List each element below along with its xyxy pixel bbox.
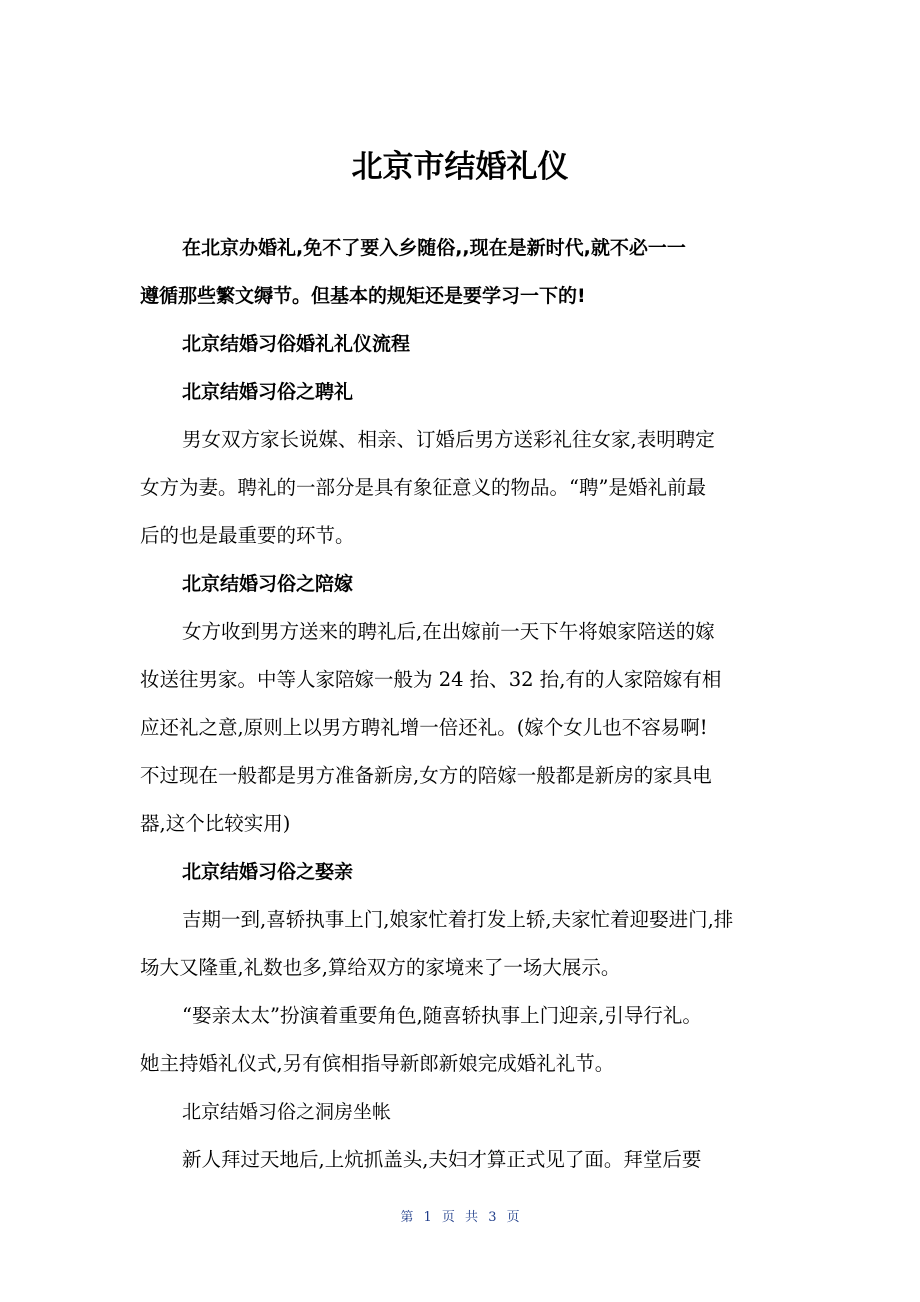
heading-bridal-chamber: 北京结婚习俗之洞房坐帐 xyxy=(182,1101,392,1123)
intro-line-1: 在北京办婚礼,免不了要入乡随俗,,现在是新时代,就不必一一 xyxy=(182,237,686,259)
page-footer: 第 1 页 共 3 页 xyxy=(400,1210,520,1225)
intro-line-2: 遵循那些繁文缛节。但基本的规矩还是要学习一下的! xyxy=(140,285,586,307)
heading-ceremony-process: 北京结婚习俗婚礼礼仪流程 xyxy=(182,333,411,355)
heading-wedding-procession: 北京结婚习俗之娶亲 xyxy=(182,861,354,883)
heading-dowry: 北京结婚习俗之陪嫁 xyxy=(182,573,354,595)
paragraph-dowry-line-3: 应还礼之意,原则上以男方聘礼增一倍还礼。(嫁个女儿也不容易啊! xyxy=(140,716,708,739)
paragraph-dowry-line-1: 女方收到男方送来的聘礼后,在出嫁前一天下午将娘家陪送的嫁 xyxy=(182,620,715,643)
document-title: 北京市结婚礼仪 xyxy=(351,149,569,185)
paragraph-dowry-line-4: 不过现在一般都是男方准备新房,女方的陪嫁一般都是新房的家具电 xyxy=(140,764,712,787)
paragraph-dowry-line-5: 器,这个比较实用) xyxy=(140,812,291,835)
heading-betrothal-gifts: 北京结婚习俗之聘礼 xyxy=(182,381,354,403)
paragraph-dowry-line-2: 妆送往男家。中等人家陪嫁一般为 24 抬、32 抬,有的人家陪嫁有相 xyxy=(140,668,722,691)
paragraph-matron-line-2: 她主持婚礼仪式,另有傧相指导新郎新娘完成婚礼礼节。 xyxy=(140,1052,615,1075)
paragraph-procession-line-1: 吉期一到,喜轿执事上门,娘家忙着打发上轿,夫家忙着迎娶进门,排 xyxy=(182,908,734,931)
paragraph-betrothal-line-1: 男女双方家长说媒、相亲、订婚后男方送彩礼往女家,表明聘定 xyxy=(182,428,715,451)
document-body xyxy=(140,224,790,1184)
paragraph-betrothal-line-2: 女方为妻。聘礼的一部分是具有象征意义的物品。“聘”是婚礼前最 xyxy=(140,476,706,499)
paragraph-procession-line-2: 场大又隆重,礼数也多,算给双方的家境来了一场大展示。 xyxy=(140,956,621,979)
paragraph-betrothal-line-3: 后的也是最重要的环节。 xyxy=(140,524,355,547)
paragraph-bridal-chamber-line-1: 新人拜过天地后,上炕抓盖头,夫妇才算正式见了面。拜堂后要 xyxy=(182,1148,702,1171)
paragraph-matron-line-1: “娶亲太太”扮演着重要角色,随喜轿执事上门迎亲,引导行礼。 xyxy=(182,1004,702,1027)
